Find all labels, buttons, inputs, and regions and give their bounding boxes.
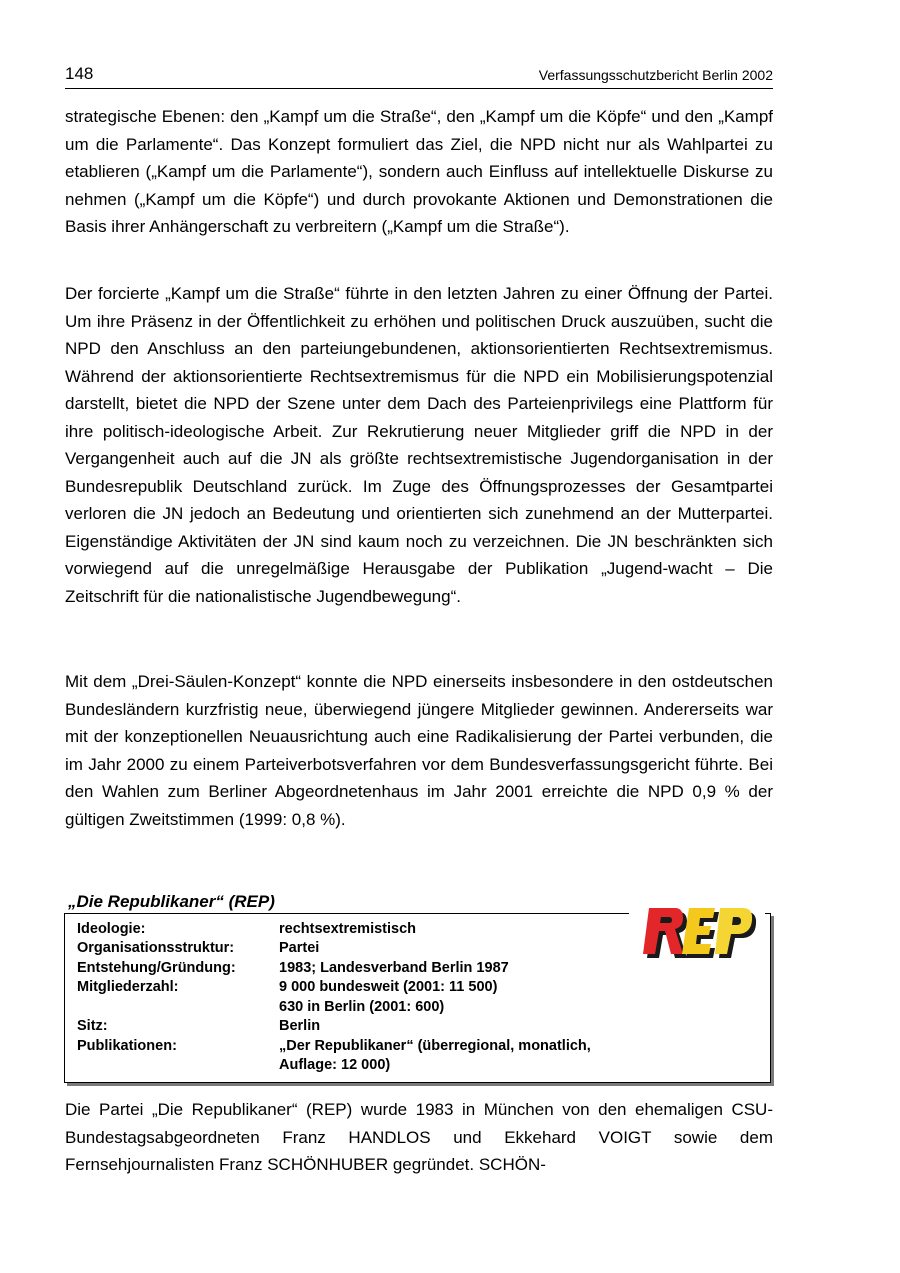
info-label: Mitgliederzahl: <box>77 979 179 995</box>
info-label: Organisationsstruktur: <box>77 940 235 956</box>
paragraph-text: Der forcierte „Kampf um die Straße“ führte in den letzten Jahren zu einer Öffnung der Partei. Um ihre Präsenz in der Öffentlichkeit zu erhöhen und politischen Druck auszuüben, sucht die NPD den Anschluss an den parteiungebundenen, aktionsorientierten Rechtsextremismus. Während der aktionsorientierte Rechtsextremismus für die NPD ein Mobilisierungspotenzial darstellt, bietet die NPD der Szene unter dem Dach des Parteienprivilegs eine Plattform für ihre politisch-ideologische Arbeit. Zur Rekrutierung neuer Mitglieder griff die NPD in der Vergangenheit auch auf die JN als größte rechtsextremistische Jugendorganisation in der Bundesrepublik Deutschland zurück. Im Zuge des Öffnungsprozesses der Gesamtpartei verloren die JN jedoch an Bedeutung und orientierten sich zunehmend an der Mutterpartei. Eigenständige Aktivitäten der JN sind kaum noch zu verzeichnen. Die JN beschränkten sich vorwiegend auf die unregelmäßige Herausgabe der Publikation „Jugend-wacht – Die Zeitschrift für die nationalistische Jugendbewegung“. <box>65 284 773 606</box>
info-label: Sitz: <box>77 1018 108 1034</box>
info-value: „Der Republikaner“ (überregional, monatlich, <box>279 1038 591 1054</box>
section-heading: „Die Republikaner“ (REP) <box>68 892 275 911</box>
info-label: Entstehung/Gründung: <box>77 960 236 976</box>
info-value: 630 in Berlin (2001: 600) <box>279 999 445 1015</box>
paragraph-text: strategische Ebenen: den „Kampf um die Straße“, den „Kampf um die Köpfe“ und den „Kampf um die Parlamente“. Das Konzept formuliert das Ziel, die NPD nicht nur als Wahlpartei zu etablieren („Kampf um die Parlamente“), sondern auch Einfluss auf intellektuelle Diskurse zu nehmen („Kampf um die Köpfe“) und durch provokante Aktionen und Demonstrationen die Basis ihrer Anhängerschaft zu verbreitern („Kampf um die Straße“). <box>65 107 773 236</box>
paragraph-1 <box>65 103 773 241</box>
page-number: 148 <box>65 64 94 83</box>
paragraph-text: Mit dem „Drei-Säulen-Konzept“ konnte die NPD einerseits insbesondere in den ostdeutschen Bundesländern kurzfristig neue, überwiegend jüngere Mitglieder gewinnen. Andererseits war mit der konzeptionellen Neuausrichtung auch eine Radikalisierung der Partei verbunden, die im Jahr 2000 zu einem Parteiverbotsverfahren vor dem Bundesverfassungsgericht führte. Bei den Wahlen zum Berliner Abgeordnetenhaus im Jahr 2001 erreichte die NPD 0,9 % der gültigen Zweitstimmen (1999: 0,8 %). <box>65 672 773 829</box>
paragraph-text: Die Partei „Die Republikaner“ (REP) wurde 1983 in München von den ehemaligen CSU-Bundestagsabgeordneten Franz HANDLOS und Ekkehard VOIGT sowie dem Fernsehjournalisten Franz SCHÖNHUBER gegründet. SCHÖN- <box>65 1100 773 1174</box>
page-header <box>65 62 773 89</box>
info-label: Publikationen: <box>77 1038 177 1054</box>
info-value: 1983; Landesverband Berlin 1987 <box>279 960 509 976</box>
rep-logo <box>629 900 765 970</box>
info-value: Auflage: 12 000) <box>279 1057 391 1073</box>
rep-logo-graphic <box>629 900 765 970</box>
running-title: Verfassungsschutzbericht Berlin 2002 <box>538 67 773 83</box>
info-value: Berlin <box>279 1018 321 1034</box>
paragraph-4 <box>65 1096 773 1179</box>
info-value: rechtsextremistisch <box>279 921 417 937</box>
paragraph-3 <box>65 668 773 833</box>
info-label: Ideologie: <box>77 921 146 937</box>
info-value: 9 000 bundesweit (2001: 11 500) <box>279 979 498 995</box>
paragraph-2 <box>65 280 773 610</box>
info-value: Partei <box>279 940 320 956</box>
